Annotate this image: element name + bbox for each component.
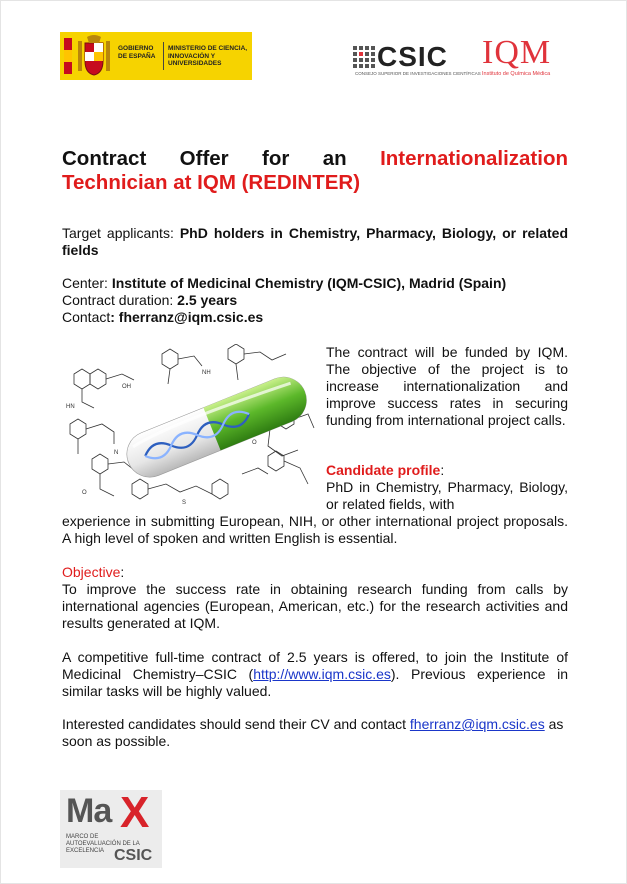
iqm-subtitle: Instituto de Química Médica bbox=[482, 71, 551, 77]
max-word-ma: Ma bbox=[66, 792, 112, 830]
page-title bbox=[62, 147, 568, 195]
spanish-flag-icon bbox=[64, 38, 72, 74]
apply-text-before: Interested candidates should send their CV and contact bbox=[62, 716, 410, 732]
molecules-capsule-illustration bbox=[62, 344, 318, 514]
apply-text-after: as soon as possible. bbox=[62, 716, 564, 749]
iqm-logo bbox=[482, 36, 560, 84]
candidate-text-right: PhD in Chemistry, Pharmacy, Biology, or related fields, with bbox=[326, 479, 568, 512]
svg-text:OH: OH bbox=[122, 384, 131, 390]
target-label: Target applicants: bbox=[62, 225, 180, 241]
objective-colon: : bbox=[120, 564, 125, 580]
svg-text:S: S bbox=[182, 500, 187, 506]
iqm-website-link[interactable]: http://www.iqm.csic.es bbox=[253, 666, 391, 682]
svg-text:NH: NH bbox=[202, 370, 211, 376]
candidate-profile-heading-line bbox=[326, 462, 568, 479]
svg-text:HN: HN bbox=[66, 404, 75, 410]
contact-email-link[interactable]: fherranz@iqm.csic.es bbox=[409, 716, 545, 732]
candidate-colon: : bbox=[440, 462, 445, 478]
center-label: Center: bbox=[62, 275, 112, 291]
csic-grid-icon bbox=[353, 46, 375, 68]
coat-of-arms-icon bbox=[76, 35, 112, 77]
svg-text:O: O bbox=[82, 490, 87, 496]
objective-text: To improve the success rate in obtaining research funding from calls by international agencies (European, American, etc.) for the research activities and results generated at IQM. bbox=[62, 581, 568, 631]
candidate-text-full: experience in submitting European, NIH, or other international project proposals. A high level of spoken and written English is essential. bbox=[62, 513, 568, 546]
candidate-heading: Candidate profile bbox=[326, 462, 441, 478]
funding-paragraph: The contract will be funded by IQM. The objective of the project is to increase internationalization and improve success rates in securing funding from international project calls. bbox=[326, 344, 568, 428]
ministerio-label: MINISTERIO DE CIENCIA, INNOVACIÓN Y UNIVERSIDADES bbox=[168, 45, 248, 67]
objective-heading: Objective bbox=[62, 564, 121, 580]
duration-line bbox=[62, 292, 568, 309]
contact-value: : fherranz@iqm.csic.es bbox=[110, 309, 264, 325]
offer-text-after: ). Previous experience in similar tasks will be highly valued. bbox=[62, 666, 569, 699]
offer-text-before: A competitive full-time contract of 2.5 years is offered, to join the Institute of Medicinal Chemistry–CSIC ( bbox=[62, 649, 568, 682]
max-word-x: X bbox=[120, 788, 150, 837]
max-line-1: MARCO DE bbox=[66, 834, 99, 840]
gobierno-label: GOBIERNO DE ESPAÑA bbox=[118, 45, 156, 60]
max-line-3: EXCELENCIA bbox=[66, 848, 105, 854]
duration-label: Contract duration: bbox=[62, 292, 178, 308]
iqm-wordmark: IQM bbox=[482, 34, 552, 71]
csic-logo bbox=[353, 41, 481, 78]
duration-value: 2.5 years bbox=[177, 292, 238, 308]
offer-paragraph bbox=[62, 649, 568, 700]
title-prefix: Contract Offer for an bbox=[62, 147, 381, 170]
title-highlight: Internationalization Technician at IQM (REDINTER) bbox=[62, 147, 568, 194]
divider bbox=[163, 42, 164, 70]
center-line bbox=[62, 275, 568, 292]
center-value: Institute of Medicinal Chemistry (IQM-CSIC), Madrid (Spain) bbox=[111, 275, 507, 291]
max-line-2: AUTOEVALUACIÓN DE LA bbox=[66, 841, 140, 847]
objective-heading-line bbox=[62, 564, 568, 581]
svg-text:O: O bbox=[252, 440, 257, 446]
csic-wordmark: CSIC bbox=[377, 41, 448, 72]
contact-label: Contact bbox=[62, 309, 111, 325]
contact-line bbox=[62, 309, 568, 326]
max-logo bbox=[60, 790, 162, 868]
max-csic: CSIC bbox=[114, 847, 153, 864]
csic-subtitle: CONSEJO SUPERIOR DE INVESTIGACIONES CIENTÍFICAS bbox=[355, 71, 481, 76]
svg-text:N: N bbox=[114, 450, 119, 456]
gobierno-logo bbox=[60, 32, 252, 80]
apply-paragraph bbox=[62, 716, 568, 750]
target-value: PhD holders in Chemistry, Pharmacy, Biology, or related fields bbox=[62, 225, 568, 258]
target-applicants bbox=[62, 225, 568, 259]
